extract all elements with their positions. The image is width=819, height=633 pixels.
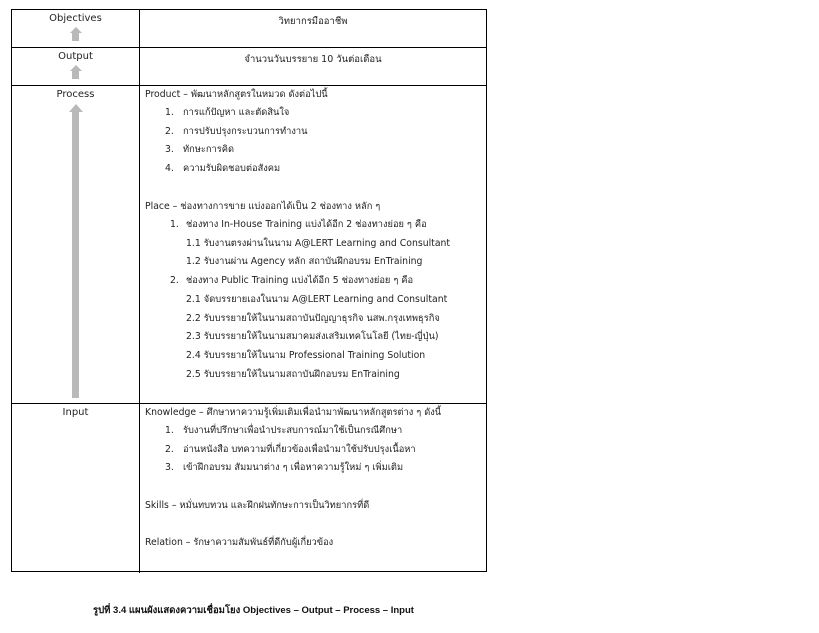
input-label: Input [62, 407, 89, 418]
input-content-cell [140, 404, 486, 573]
product-item-num: 1. [165, 107, 174, 118]
product-item: ทักษะการคิด [183, 144, 234, 155]
product-item-num: 2. [165, 126, 174, 137]
objectives-label-cell [12, 10, 140, 47]
skills-text: Skills – หมั่นทบทวน และฝึกฝนทักษะการเป็นวิทยากรที่ดี [145, 500, 370, 511]
channel-sub-item: 1.1 รับงานตรงผ่านในนาม A@LERT Learning and Consultant [186, 238, 451, 249]
up-arrow-icon [69, 104, 83, 398]
output-content-cell [140, 48, 486, 85]
channel-num: 2. [170, 275, 179, 286]
channel-sub-item: 1.2 รับงานผ่าน Agency หลัก สถาบันฝึกอบรม EnTraining [186, 256, 423, 267]
input-row [12, 404, 486, 573]
relation-text: Relation – รักษาความสัมพันธ์ที่ดีกับผู้เกี่ยวข้อง [145, 537, 334, 548]
output-label-cell [12, 48, 140, 85]
place-heading: Place – ช่องทางการขาย แบ่งออกได้เป็น 2 ช่องทาง หลัก ๆ [145, 201, 381, 212]
channel-sub-item: 2.1 จัดบรรยายเองในนาม A@LERT Learning and Consultant [186, 294, 448, 305]
output-row [12, 48, 486, 86]
channel-item: ช่องทาง In-House Training แบ่งได้อีก 2 ช่องทางย่อย ๆ คือ [186, 219, 427, 230]
output-content: จำนวนวันบรรยาย 10 วันต่อเดือน [244, 54, 382, 65]
product-item-num: 3. [165, 144, 174, 155]
product-item: การแก้ปัญหา และตัดสินใจ [183, 107, 290, 118]
product-item: การปรับปรุงกระบวนการทำงาน [183, 126, 308, 137]
knowledge-item-num: 1. [165, 425, 174, 436]
product-item: ความรับผิดชอบต่อสังคม [183, 163, 281, 174]
process-label: Process [56, 89, 95, 100]
output-label: Output [58, 51, 93, 62]
input-label-cell [12, 404, 140, 573]
up-arrow-icon [70, 65, 82, 79]
objectives-row [12, 10, 486, 48]
channel-sub-item: 2.4 รับบรรยายให้ในนาม Professional Training Solution [186, 350, 426, 361]
figure-caption: รูปที่ 3.4 แผนผังแสดงความเชื่อมโยง Objectives – Output – Process – Input [93, 605, 414, 616]
product-item-num: 4. [165, 163, 174, 174]
up-arrow-icon [70, 27, 82, 41]
knowledge-item-num: 3. [165, 462, 174, 473]
knowledge-item: อ่านหนังสือ บทความที่เกี่ยวข้องเพื่อนำมาใช้ปรับปรุงเนื้อหา [183, 444, 416, 455]
channel-sub-item: 2.5 รับบรรยายให้ในนามสถาบันฝึกอบรม EnTraining [186, 369, 400, 380]
channel-sub-item: 2.3 รับบรรยายให้ในนามสมาคมส่งเสริมเทคโนโลยี (ไทย-ญี่ปุ่น) [186, 331, 439, 342]
channel-num: 1. [170, 219, 179, 230]
process-row [12, 86, 486, 404]
process-label-cell [12, 86, 140, 403]
objectives-content-cell [140, 10, 486, 47]
objectives-content: วิทยากรมืออาชีพ [278, 16, 348, 27]
channel-item: ช่องทาง Public Training แบ่งได้อีก 5 ช่องทางย่อย ๆ คือ [186, 275, 414, 286]
knowledge-item: รับงานที่ปรึกษาเพื่อนำประสบการณ์มาใช้เป็นกรณีศึกษา [183, 425, 403, 436]
knowledge-item-num: 2. [165, 444, 174, 455]
process-content-cell [140, 86, 486, 403]
objectives-label: Objectives [49, 13, 102, 24]
framework-table [11, 9, 487, 572]
knowledge-heading: Knowledge – ศึกษาหาความรู้เพิ่มเติมเพื่อนำมาพัฒนาหลักสูตรต่าง ๆ ดังนี้ [145, 407, 442, 418]
product-heading: Product – พัฒนาหลักสูตรในหมวด ดังต่อไปนี้ [145, 89, 328, 100]
knowledge-item: เข้าฝึกอบรม สัมมนาต่าง ๆ เพื่อหาความรู้ใหม่ ๆ เพิ่มเติม [183, 462, 404, 473]
channel-sub-item: 2.2 รับบรรยายให้ในนามสถาบันปัญญาธุรกิจ นสพ.กรุงเทพธุรกิจ [186, 313, 440, 324]
